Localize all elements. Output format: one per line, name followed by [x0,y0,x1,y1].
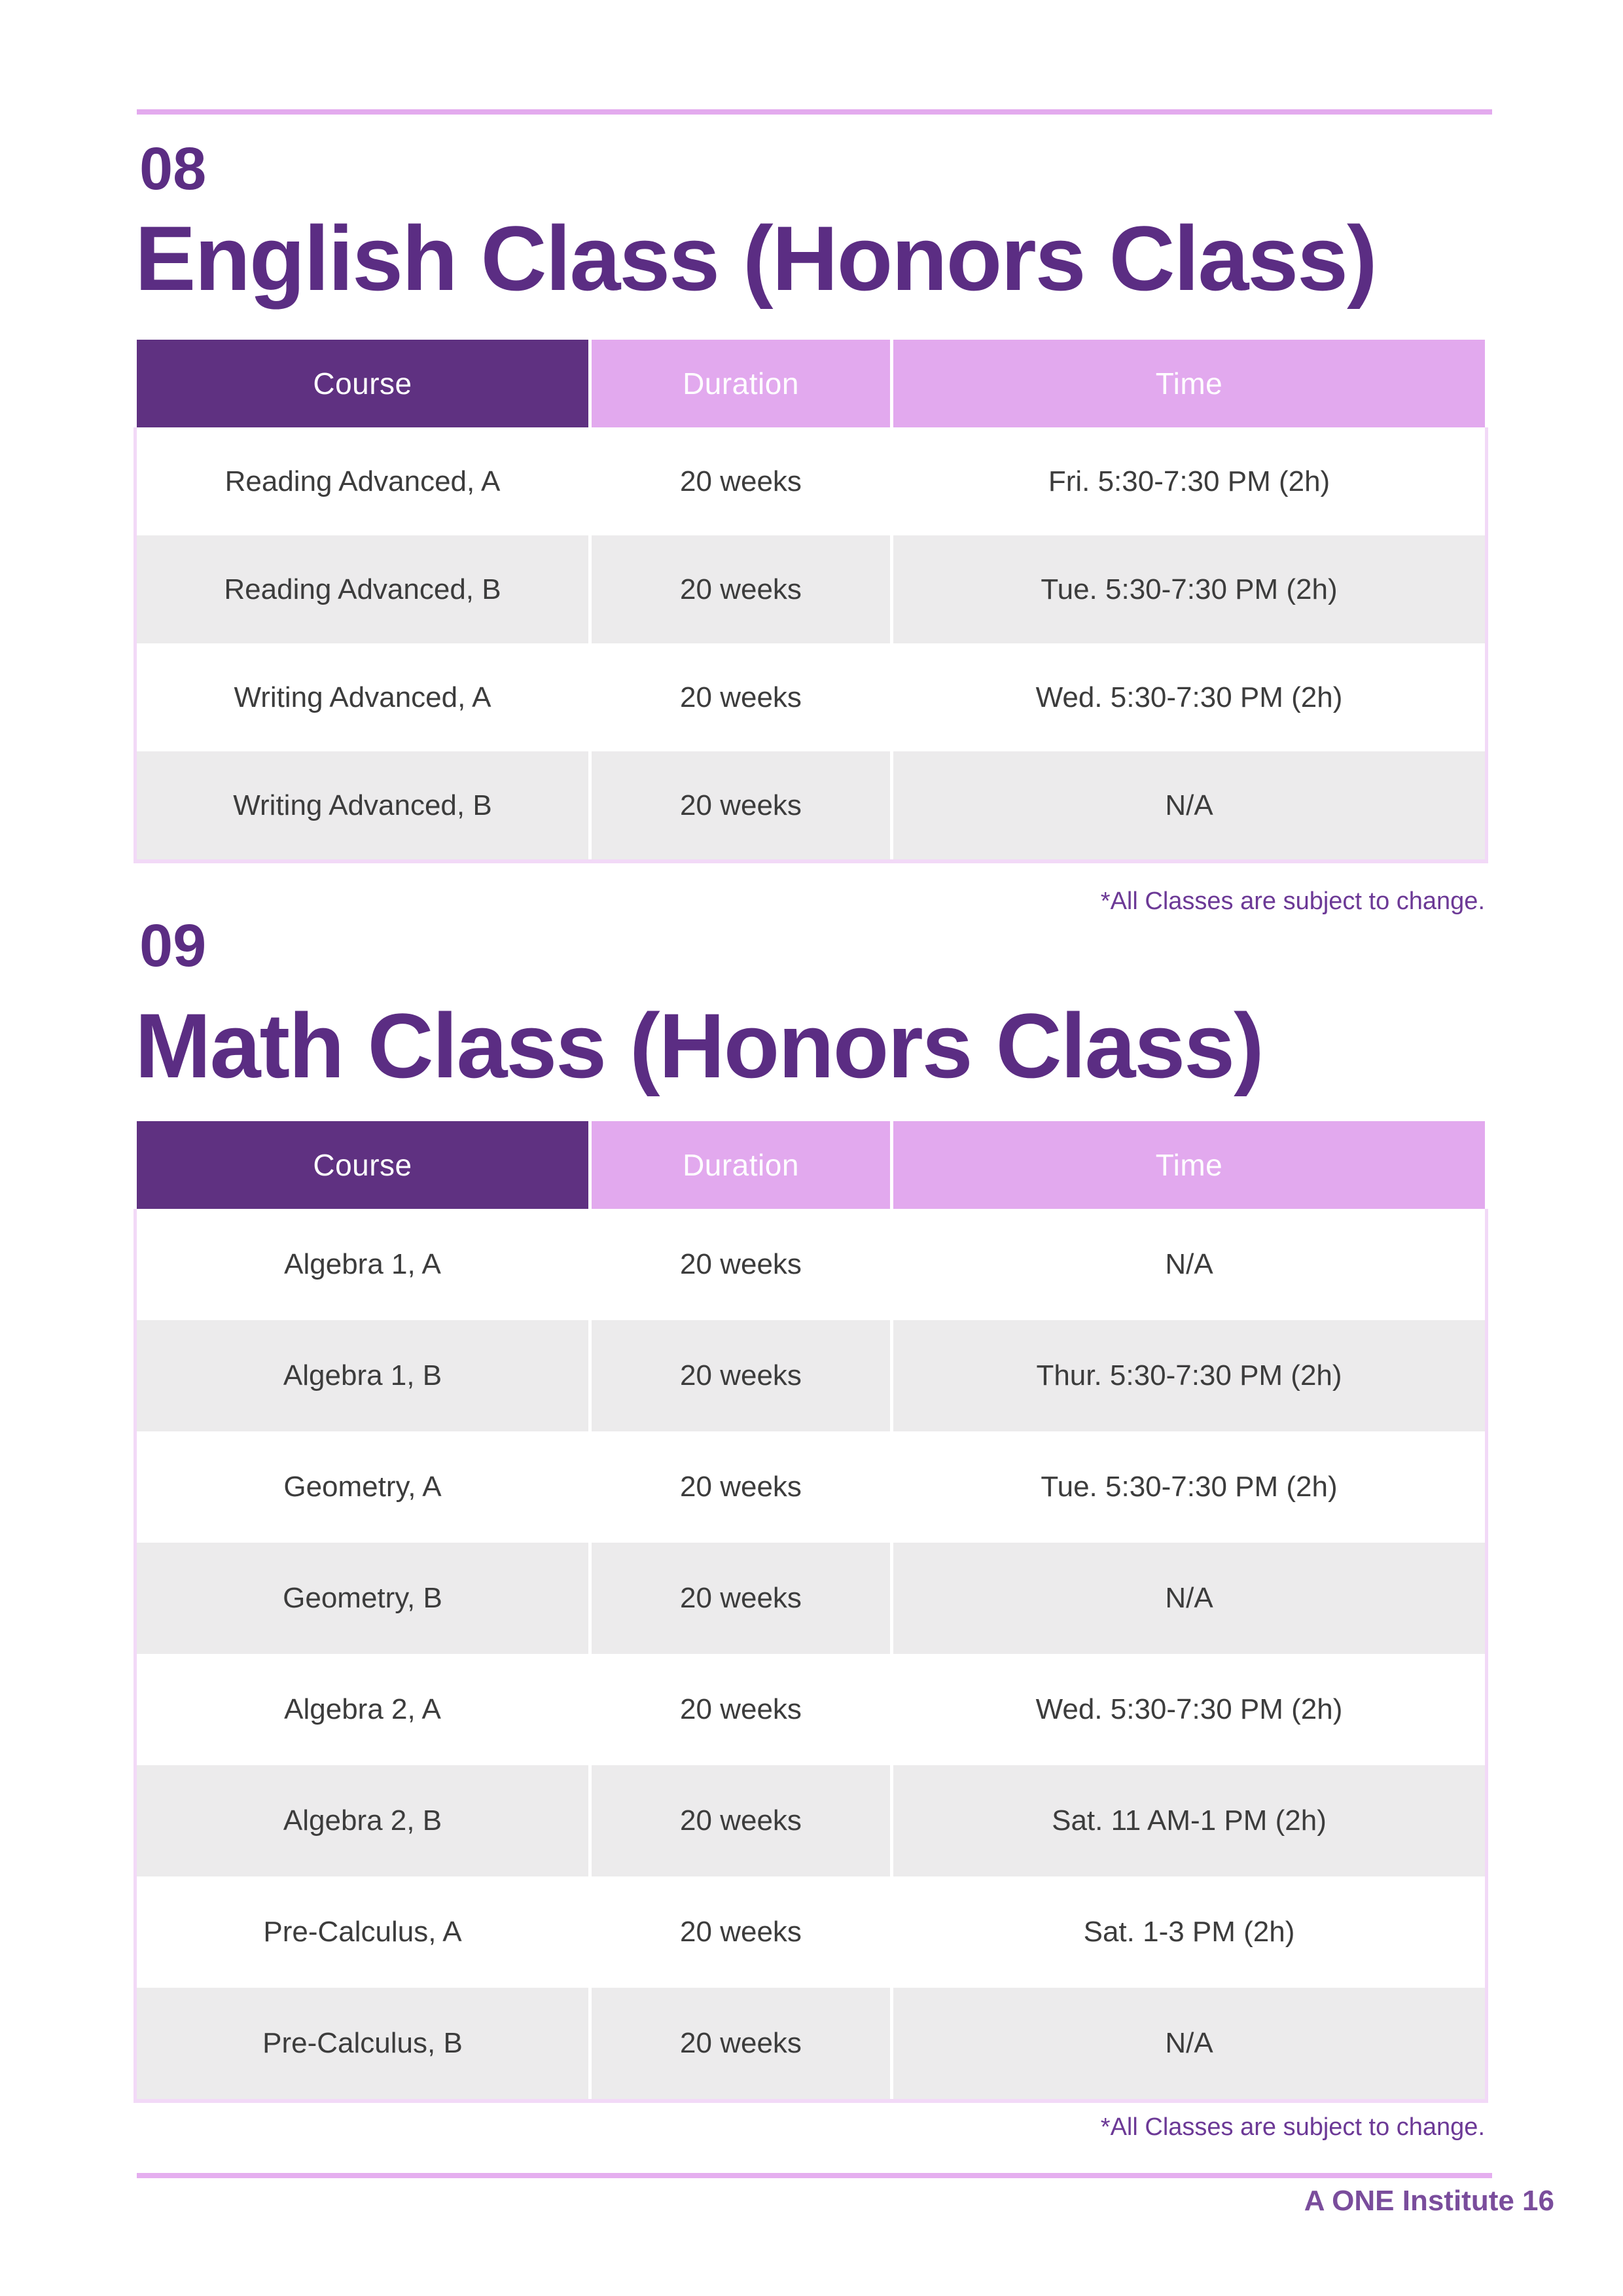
table-header-row [137,1121,1485,1209]
section-number: 09 [139,912,207,979]
table-footnote: *All Classes are subject to change. [1100,2113,1485,2141]
table-row [137,535,1485,643]
table-footnote: *All Classes are subject to change. [1100,888,1485,915]
table-row [137,427,1485,535]
course-cell: Reading Advanced, A [137,427,588,535]
course-cell: Algebra 2, B [137,1765,588,1876]
table-row [137,643,1485,751]
duration-cell: 20 weeks [592,1320,890,1431]
time-cell: N/A [893,1209,1485,1320]
section-number: 08 [139,135,207,202]
duration-cell: 20 weeks [592,1654,890,1765]
top-divider-rule [137,109,1492,115]
course-cell: Algebra 1, B [137,1320,588,1431]
course-cell: Writing Advanced, A [137,643,588,751]
time-cell: Wed. 5:30-7:30 PM (2h) [893,1654,1485,1765]
course-cell: Reading Advanced, B [137,535,588,643]
page-footer: A ONE Institute 16 [1304,2185,1554,2217]
time-cell: N/A [893,1988,1485,2099]
course-cell: Pre-Calculus, B [137,1988,588,2099]
table-row [137,1320,1485,1431]
table-row [137,1654,1485,1765]
duration-cell: 20 weeks [592,1876,890,1988]
column-header-course: Course [137,340,588,427]
time-cell: Fri. 5:30-7:30 PM (2h) [893,427,1485,535]
column-header-time: Time [893,340,1485,427]
table-row [137,1431,1485,1543]
table-row [137,1543,1485,1654]
column-header-time: Time [893,1121,1485,1209]
column-header-duration: Duration [592,340,890,427]
course-cell: Writing Advanced, B [137,751,588,859]
time-cell: Tue. 5:30-7:30 PM (2h) [893,1431,1485,1543]
table-row [137,1876,1485,1988]
course-cell: Geometry, B [137,1543,588,1654]
table-row [137,1988,1485,2099]
time-cell: Tue. 5:30-7:30 PM (2h) [893,535,1485,643]
table-body [134,427,1488,863]
course-cell: Algebra 1, A [137,1209,588,1320]
duration-cell: 20 weeks [592,535,890,643]
table-row [137,1765,1485,1876]
table-header-row [137,340,1485,427]
section-title-math: Math Class (Honors Class) [135,994,1263,1097]
duration-cell: 20 weeks [592,1988,890,2099]
english-class-table [137,340,1485,863]
duration-cell: 20 weeks [592,751,890,859]
time-cell: Wed. 5:30-7:30 PM (2h) [893,643,1485,751]
duration-cell: 20 weeks [592,427,890,535]
table-row [137,751,1485,859]
table-body [134,1209,1488,2103]
duration-cell: 20 weeks [592,1765,890,1876]
column-header-duration: Duration [592,1121,890,1209]
table-row [137,1209,1485,1320]
course-cell: Algebra 2, A [137,1654,588,1765]
time-cell: Sat. 11 AM-1 PM (2h) [893,1765,1485,1876]
duration-cell: 20 weeks [592,1431,890,1543]
time-cell: N/A [893,1543,1485,1654]
math-class-table [137,1121,1485,2103]
time-cell: Thur. 5:30-7:30 PM (2h) [893,1320,1485,1431]
course-cell: Geometry, A [137,1431,588,1543]
time-cell: N/A [893,751,1485,859]
duration-cell: 20 weeks [592,643,890,751]
duration-cell: 20 weeks [592,1543,890,1654]
column-header-course: Course [137,1121,588,1209]
duration-cell: 20 weeks [592,1209,890,1320]
course-cell: Pre-Calculus, A [137,1876,588,1988]
footer-divider-rule [137,2173,1492,2178]
section-title-english: English Class (Honors Class) [135,207,1376,310]
time-cell: Sat. 1-3 PM (2h) [893,1876,1485,1988]
